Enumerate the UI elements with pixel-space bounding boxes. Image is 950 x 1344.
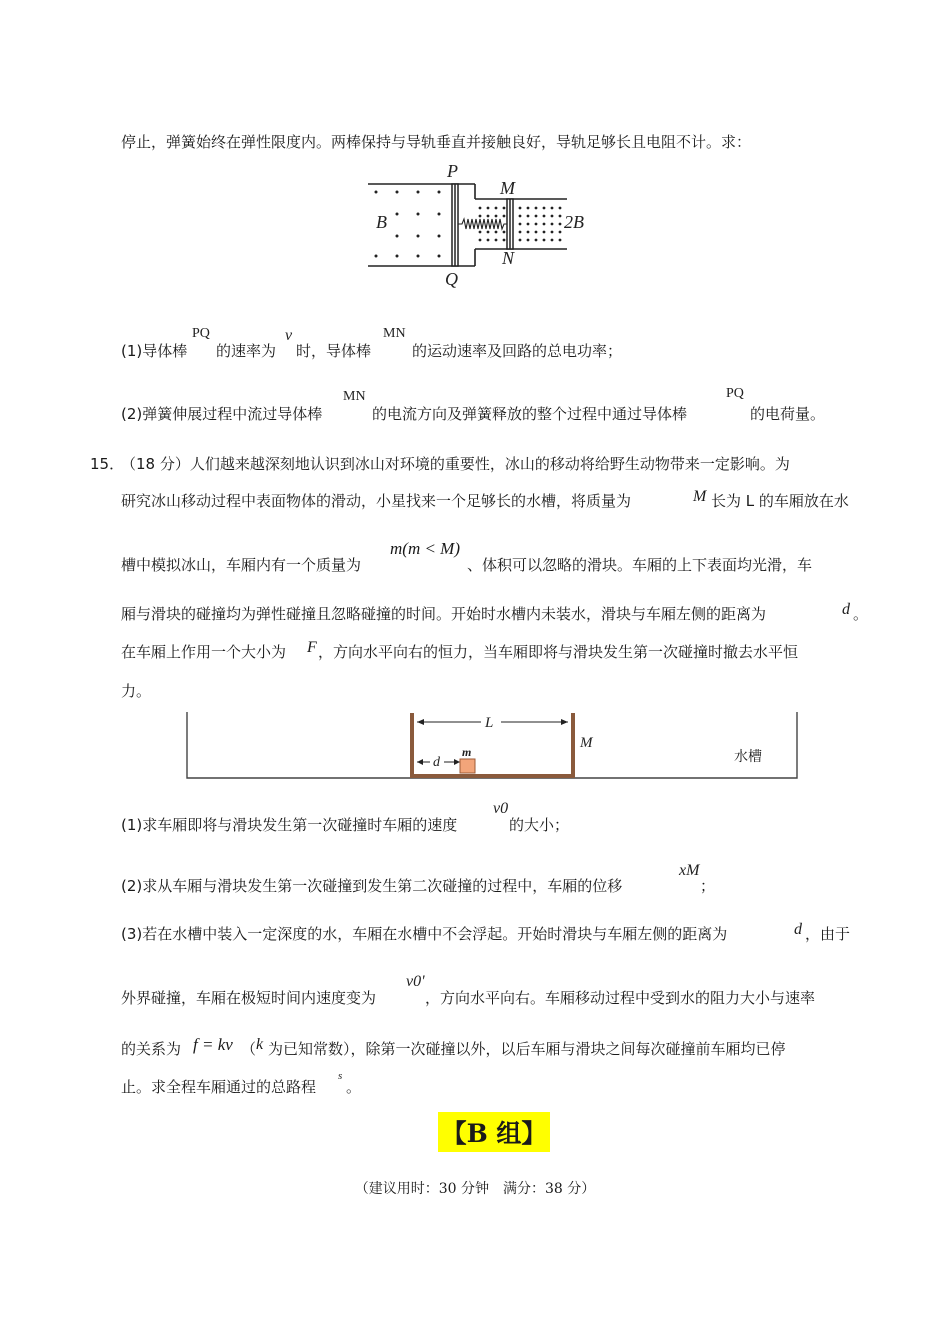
label-b: B: [376, 212, 387, 232]
label-m: M: [500, 178, 515, 198]
q14-part2-c: 的电荷量。: [750, 405, 826, 423]
q15-part2-b: ；: [700, 877, 716, 895]
q15-part3-b: ，由于: [805, 925, 851, 943]
q15-part3-a: (3)若在水槽中装入一定深度的水，车厢在水槽中不会浮起。开始时滑块与车厢左侧的距离为: [121, 925, 728, 943]
q14-part2-a: (2)弹簧伸展过程中流过导体棒: [121, 405, 323, 423]
slider-block: [460, 759, 475, 773]
q14-part1-c: 时，导体棒: [296, 342, 372, 360]
q15-dist-d: d: [842, 601, 850, 618]
q15-number: 15．: [90, 455, 125, 473]
q15-part1-v0: v0: [493, 800, 509, 817]
label-m: m: [462, 745, 472, 759]
q14-part1-mn: MN: [383, 326, 406, 341]
q15-part3-formula: f = kv: [193, 1035, 233, 1054]
q15-part3-line3-c: 为已知常数），除第一次碰撞以外，以后车厢与滑块之间每次碰撞前车厢均已停: [268, 1040, 786, 1058]
q14-part2-pq: PQ: [726, 386, 744, 401]
label-n: N: [502, 248, 515, 268]
section-title: 【B 组】: [438, 1112, 550, 1152]
q14-part1-a: (1)导体棒: [121, 342, 188, 360]
intro-line: 停止，弹簧始终在弹性限度内。两棒保持与导轨垂直并接触良好，导轨足够长且电阻不计。求：: [121, 133, 752, 151]
label-2b: 2B: [564, 212, 584, 232]
q14-part2-b: 的电流方向及弹簧释放的整个过程中通过导体棒: [372, 405, 688, 423]
q15-line5-a: 在车厢上作用一个大小为: [121, 643, 287, 661]
q15-part3-line3-b: （: [241, 1040, 257, 1058]
q15-part3-v0prime: v0': [406, 973, 425, 990]
q15-part2-a: (2)求从车厢与滑块发生第一次碰撞到发生第二次碰撞的过程中，车厢的位移: [121, 877, 623, 895]
tank-figure: [186, 710, 800, 784]
q15-line3-b: 、体积可以忽略的滑块。车厢的上下表面均光滑，车: [467, 556, 813, 574]
rails-figure: [362, 160, 598, 290]
label-M: M: [580, 735, 593, 751]
q15-force-F: F: [307, 639, 317, 656]
q14-part1-pq: PQ: [192, 326, 210, 341]
q14-part1-b: 的速率为: [216, 342, 277, 360]
q15-part1-b: 的大小；: [509, 816, 570, 834]
q15-part3-line4-a: 止。求全程车厢通过的总路程: [121, 1078, 317, 1096]
q15-line2-a: 研究冰山移动过程中表面物体的滑动，小星找来一个足够长的水槽，将质量为: [121, 492, 632, 510]
q15-line3-a: 槽中模拟冰山，车厢内有一个质量为: [121, 556, 362, 574]
q15-mass-M: M: [693, 488, 707, 505]
label-L: L: [485, 715, 494, 731]
label-tank: 水槽: [734, 749, 762, 765]
label-d: d: [433, 755, 440, 770]
q15-line6: 力。: [121, 682, 152, 700]
q15-line4-b: 。: [853, 605, 869, 623]
q15-part3-s: s: [338, 1070, 343, 1082]
q15-line1: （18 分）人们越来越深刻地认识到冰山对环境的重要性，冰山的移动将给野生动物带来一定影响。为: [121, 455, 790, 473]
q15-part2-xm: xM: [679, 862, 700, 879]
q15-part3-k: k: [256, 1036, 264, 1053]
section-note: （建议用时：30 分钟 满分：38 分）: [354, 1181, 596, 1197]
q15-part3-line2-a: 外界碰撞，车厢在极短时间内速度变为: [121, 989, 377, 1007]
q14-part1-v: v: [285, 327, 293, 344]
q15-line4-a: 厢与滑块的碰撞均为弹性碰撞且忽略碰撞的时间。开始时水槽内未装水，滑块与车厢左侧的距离为: [121, 605, 767, 623]
q15-mass-expr: m(m < M): [390, 539, 461, 558]
q15-part3-line2-b: ，方向水平向右。车厢移动过程中受到水的阻力大小与速率: [425, 989, 816, 1007]
label-q: Q: [445, 269, 458, 289]
q15-part3-d: d: [794, 921, 802, 938]
q15-line2-b: 长为 L 的车厢放在水: [711, 492, 849, 510]
spring: [458, 219, 507, 229]
q14-part1-d: 的运动速率及回路的总电功率；: [412, 342, 623, 360]
q15-line5-b: ，方向水平向右的恒力，当车厢即将与滑块发生第一次碰撞时撤去水平恒: [318, 643, 799, 661]
q15-part3-line3-a: 的关系为: [121, 1040, 182, 1058]
q15-part3-line4-b: 。: [346, 1078, 362, 1096]
q14-part2-mn: MN: [343, 389, 366, 404]
label-p: P: [447, 161, 458, 181]
q15-part1-a: (1)求车厢即将与滑块发生第一次碰撞时车厢的速度: [121, 816, 458, 834]
